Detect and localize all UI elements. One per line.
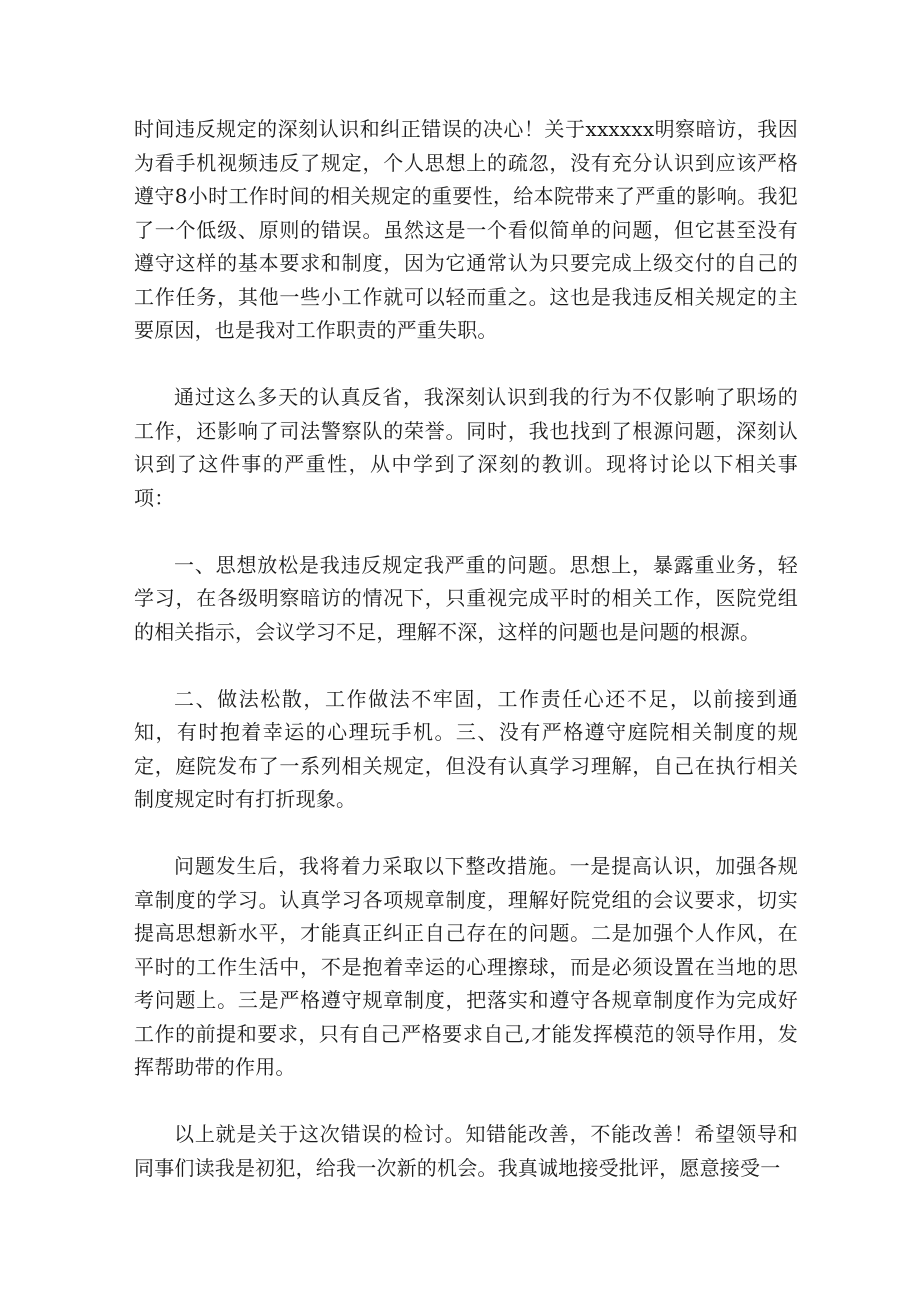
paragraph-4: 二、做法松散，工作做法不牢固，工作责任心还不足，以前接到通知，有时抱着幸运的心理玩手机。三、没有严格遵守庭院相关制度的规定，庭院发布了一系列相关规定，但没有认真学习理解，自己在执行相关制度规定时有打折现象。 [134,686,798,811]
paragraph-2: 通过这么多天的认真反省，我深刻认识到我的行为不仅影响了职场的工作，还影响了司法警察队的荣誉。同时，我也找到了根源问题，深刻认识到了这件事的严重性，从中学到了深刻的教训。现将讨论以下相关事项： [134,385,798,510]
paragraph-1: 时间违反规定的深刻认识和纠正错误的决心！关于xxxxxx明察暗访，我因为看手机视频违反了规定，个人思想上的疏忽，没有充分认识到应该严格遵守8小时工作时间的相关规定的重要性，给本院带来了严重的影响。我犯了一个低级、原则的错误。虽然这是一个看似简单的问题，但它甚至没有遵守这样的基本要求和制度，因为它通常认为只要完成上级交付的自己的工作任务，其他一些小工作就可以轻而重之。这也是我违反相关规定的主要原因，也是我对工作职责的严重失职。 [134,117,798,342]
paragraph-6: 以上就是关于这次错误的检讨。知错能改善，不能改善！希望领导和同事们读我是初犯，给我一次新的机会。我真诚地接受批评，愿意接受一 [134,1122,798,1180]
paragraph-3: 一、思想放松是我违反规定我严重的问题。思想上，暴露重业务，轻学习，在各级明察暗访的情况下，只重视完成平时的相关工作，医院党组的相关指示，会议学习不足，理解不深，这样的问题也是问题的根源。 [134,552,798,644]
document-body [134,113,798,1219]
paragraph-5: 问题发生后，我将着力采取以下整改措施。一是提高认识，加强各规章制度的学习。认真学习各项规章制度，理解好院党组的会议要求，切实提高思想新水平，才能真正纠正自己存在的问题。二是加强个人作风，在平时的工作生活中，不是抱着幸运的心理擦球，而是必须设置在当地的思考问题上。三是严格遵守规章制度，把落实和遵守各规章制度作为完成好工作的前提和要求，只有自己严格要求自己,才能发挥模范的领导作用，发挥帮助带的作用。 [134,854,798,1079]
